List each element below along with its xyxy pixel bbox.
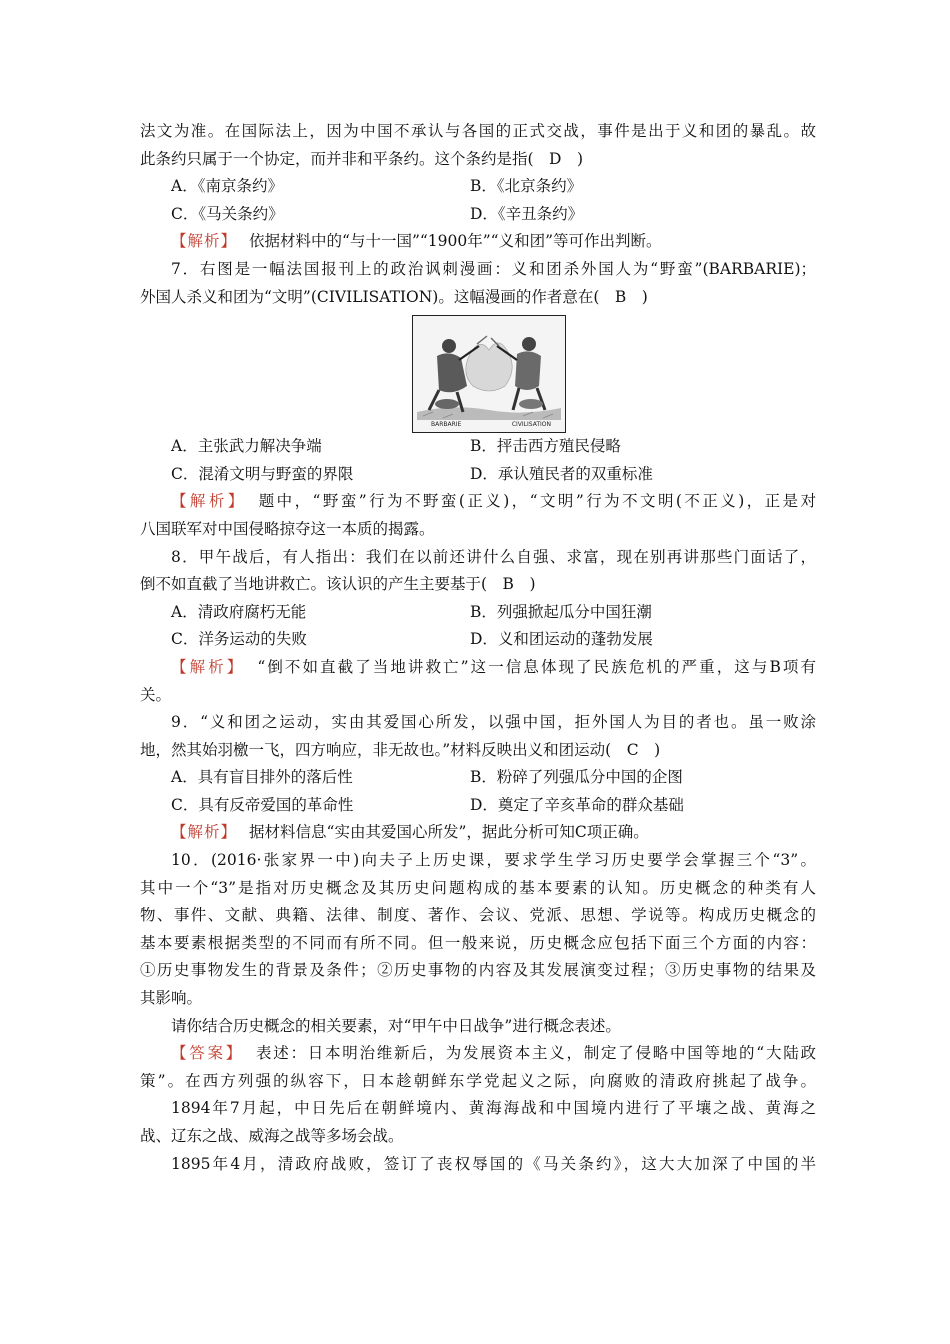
q10-stem-line-6: 其影响。 bbox=[140, 989, 203, 1008]
cartoon-figure bbox=[140, 311, 816, 433]
q8-analysis-text-2: 关。 bbox=[140, 685, 172, 704]
q10-answer-text-3: 1894年7月起，中日先后在朝鲜境内、黄海海战和中国境内进行了平壤之战、黄海之 bbox=[171, 1099, 816, 1118]
q8-stem-line-2: 倒不如直截了当地讲救亡。该认识的产生主要基于( B ) bbox=[140, 575, 536, 594]
q6-options-row-2 bbox=[140, 201, 816, 229]
q8-option-c: C．洋务运动的失败 bbox=[171, 630, 307, 649]
cartoon-caption-right: CIVILISATION bbox=[511, 421, 551, 429]
q6-analysis-text: 依据材料中的“与十一国”“1900年”“义和团”等可作出判断。 bbox=[249, 232, 662, 251]
q6-analysis bbox=[140, 228, 816, 256]
q9-stem-line-2: 地，然其始羽檄一飞，四方响应，非无故也。”材料反映出义和团运动( C ) bbox=[140, 740, 661, 759]
q7-stem-line-2: 外国人杀义和团为“文明”(CIVILISATION)。这幅漫画的作者意在( B ) bbox=[140, 287, 648, 306]
q10-stem-line-5: ①历史事物发生的背景及条件；②历史事物的内容及其发展演变过程；③历史事物的结果及 bbox=[140, 961, 816, 980]
analysis-tag: 【解析】 bbox=[171, 823, 238, 842]
q9-option-a: A．具有盲目排外的落后性 bbox=[171, 768, 353, 787]
q6-option-c: C．《马关条约》 bbox=[171, 204, 284, 223]
q9-analysis-text: 据材料信息“实由其爱国心所发”，据此分析可知C项正确。 bbox=[249, 823, 649, 842]
document-page bbox=[140, 118, 816, 1178]
q7-option-b: B．抨击西方殖民侵略 bbox=[470, 437, 621, 456]
q8-analysis-text-1: “倒不如直截了当地讲救亡”这一信息体现了民族危机的严重，这与B项有 bbox=[257, 657, 816, 676]
q7-analysis-text-1: 题中，“野蛮”行为不野蛮(正义)，“文明”行为不文明(不正义)，正是对 bbox=[258, 492, 816, 511]
q10-stem-line-7: 请你结合历史概念的相关要素，对“甲午中日战争”进行概念表述。 bbox=[171, 1016, 621, 1035]
q7-option-a: A．主张武力解决争端 bbox=[171, 437, 322, 456]
q10-stem-line-2: 其中一个“3”是指对历史概念及其历史问题构成的基本要素的认知。历史概念的种类有人 bbox=[140, 878, 816, 897]
q7-stem-line-1: 7．右图是一幅法国报刊上的政治讽刺漫画：义和团杀外国人为“野蛮”(BARBARIE)； bbox=[171, 259, 816, 278]
q10-stem-line-3: 物、事件、文献、典籍、法律、制度、著作、会议、党派、思想、学说等。构成历史概念的 bbox=[140, 906, 816, 925]
q9-options-row-2 bbox=[140, 792, 816, 820]
q7-options-row-2 bbox=[140, 461, 816, 489]
q6-stem-line-2: 此条约只属于一个协定，而并非和平条约。这个条约是指( D ) bbox=[140, 149, 584, 168]
q8-options-row-2 bbox=[140, 626, 816, 654]
q10-answer-text-4: 战、辽东之战、威海之战等多场会战。 bbox=[140, 1127, 404, 1145]
q9-option-c: C．具有反帝爱国的革命性 bbox=[171, 795, 354, 814]
q8-options-row-1 bbox=[140, 599, 816, 627]
cartoon-illustration-icon bbox=[413, 316, 565, 432]
q9-options-row-1 bbox=[140, 764, 816, 792]
q7-option-d: D．承认殖民者的双重标准 bbox=[470, 464, 653, 483]
q6-option-a: A．《南京条约》 bbox=[171, 177, 283, 196]
q10-answer-text-5: 1895年4月，清政府战败，签订了丧权辱国的《马关条约》，这大大加深了中国的半 bbox=[171, 1154, 816, 1173]
q9-option-b: B．粉碎了列强瓜分中国的企图 bbox=[470, 768, 683, 787]
q6-options-row-1 bbox=[140, 173, 816, 201]
q10-answer-text-2: 策”。在西方列强的纵容下，日本趁朝鲜东学党起义之际，向腐败的清政府挑起了战争。 bbox=[140, 1071, 816, 1090]
q10-answer bbox=[140, 1040, 816, 1068]
analysis-tag: 【解析】 bbox=[171, 492, 247, 511]
q10-answer-text-1: 表述：日本明治维新后，为发展资本主义，制定了侵略中国等地的“大陆政 bbox=[256, 1044, 816, 1063]
answer-tag: 【答案】 bbox=[171, 1044, 245, 1063]
q10-stem-line-4: 基本要素根据类型的不同而有所不同。但一般来说，历史概念应包括下面三个方面的内容： bbox=[140, 933, 816, 952]
q6-option-d: D．《辛丑条约》 bbox=[470, 204, 584, 223]
q7-options-row-1 bbox=[140, 433, 816, 461]
q9-stem-line-1: 9．“义和团之运动，实由其爱国心所发，以强中国，拒外国人为目的者也。虽一败涂 bbox=[171, 713, 816, 732]
q8-option-b: B．列强掀起瓜分中国狂潮 bbox=[470, 602, 652, 621]
q7-analysis-text-2: 八国联军对中国侵略掠夺这一本质的揭露。 bbox=[140, 519, 435, 538]
q7-analysis bbox=[140, 488, 816, 516]
q7-option-c: C．混淆文明与野蛮的界限 bbox=[171, 464, 354, 483]
q8-analysis bbox=[140, 654, 816, 682]
q6-stem-line-1: 法文为准。在国际法上，因为中国不承认与各国的正式交战，事件是出于义和团的暴乱。故 bbox=[140, 122, 816, 140]
q8-option-a: A．清政府腐朽无能 bbox=[171, 602, 307, 621]
political-cartoon-image bbox=[412, 315, 566, 433]
q8-option-d: D．义和团运动的蓬勃发展 bbox=[470, 630, 653, 649]
q9-analysis bbox=[140, 819, 816, 847]
q6-option-b: B．《北京条约》 bbox=[470, 177, 583, 196]
cartoon-caption-left: BARBARIE bbox=[431, 421, 462, 429]
analysis-tag: 【解析】 bbox=[171, 657, 246, 676]
q8-stem-line-1: 8．甲午战后，有人指出：我们在以前还讲什么自强、求富，现在别再讲那些门面话了， bbox=[171, 547, 816, 566]
q9-option-d: D．奠定了辛亥革命的群众基础 bbox=[470, 795, 684, 814]
analysis-tag: 【解析】 bbox=[171, 232, 238, 251]
q10-stem-line-1: 10．(2016·张家界一中)向夫子上历史课，要求学生学习历史要学会掌握三个“3”。 bbox=[171, 851, 816, 870]
